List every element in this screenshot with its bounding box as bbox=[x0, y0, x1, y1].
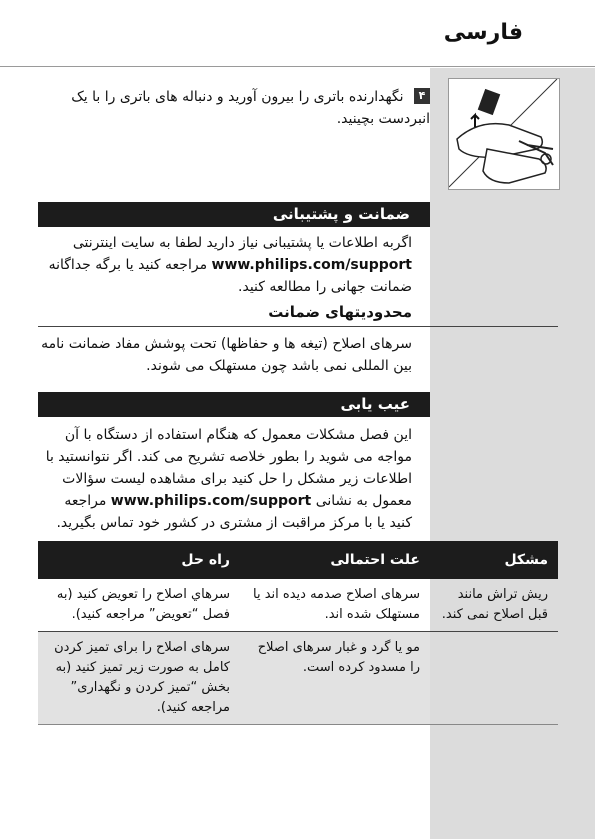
header-cause: علت احتمالی bbox=[240, 541, 430, 579]
faq-link[interactable]: www.philips.com/support bbox=[110, 493, 312, 509]
guarantee-heading: ضمانت و پشتیبانی bbox=[38, 202, 430, 227]
page-language-title: فارسی bbox=[443, 20, 523, 45]
cell-solution: سرهای اصلاح را برای تمیز کردن کامل به صورت زیر تمیز کنید (به بخش “تمیز کردن و نگهداری” مراجعه کنید). bbox=[38, 632, 240, 725]
header-divider bbox=[0, 66, 595, 67]
step-number: ۴ bbox=[414, 88, 430, 104]
header-problem: مشکل bbox=[430, 541, 558, 579]
troubleshooting-paragraph bbox=[40, 424, 412, 534]
battery-removal-illustration bbox=[448, 78, 560, 190]
guarantee-text-after: مراجعه کنید یا برگه جداگانه ضمانت جهانی را مطالعه کنید. bbox=[48, 257, 412, 295]
cell-problem bbox=[430, 632, 558, 725]
troubleshooting-text-before: این فصل مشکلات معمول که هنگام استفاده از دستگاه با آن مواجه می شوید را بطور خلاصه تشریح می کند. اگر نتوانستید با اطلاعات زیر مشکل را حل کنید برای مشاهده لیست سؤالات معمول به نشانی bbox=[45, 427, 412, 509]
step-text: نگهدارنده باتری را بیرون آورید و دنباله های باتری را با یک انبردست بچینید. bbox=[71, 89, 430, 127]
cell-solution: سرهاي اصلاح را تعويض كنيد (به فصل “تعويض” مراجعه كنيد). bbox=[38, 579, 240, 632]
pliers-shaver-drawing bbox=[449, 79, 559, 189]
troubleshooting-heading: عیب یابی bbox=[38, 392, 430, 417]
cell-cause: سرهای اصلاح صدمه دیده اند یا مستهلک شده اند. bbox=[240, 579, 430, 632]
table-row bbox=[38, 579, 558, 632]
guarantee-text-before: اگربه اطلاعات یا پشتیبانی نیاز دارید لطفا به سایت اینترنتی bbox=[72, 235, 412, 251]
limits-heading: محدودیتهای ضمانت bbox=[268, 303, 412, 321]
support-link[interactable]: www.philips.com/support bbox=[211, 257, 412, 273]
cell-cause: مو یا گرد و غبار سرهای اصلاح را مسدود کرده است. bbox=[240, 632, 430, 725]
limits-divider bbox=[38, 326, 558, 327]
header-solution: راه حل bbox=[38, 541, 240, 579]
troubleshooting-text-after: مراجعه کنید یا با مرکز مراقبت از مشتری در کشور خود تماس بگیرید. bbox=[56, 493, 412, 531]
limits-paragraph: سرهای اصلاح (تیغه ها و حفاظها) تحت پوشش مفاد ضمانت نامه بین المللی نمی باشد چون مستهلک می شوند. bbox=[41, 336, 412, 374]
step-4 bbox=[40, 86, 430, 130]
guarantee-paragraph bbox=[40, 232, 412, 298]
cell-problem: ریش تراش مانند قبل اصلاح نمی کند. bbox=[430, 579, 558, 632]
table-header-row bbox=[38, 541, 558, 579]
troubleshooting-table bbox=[38, 541, 558, 725]
table-row bbox=[38, 632, 558, 725]
